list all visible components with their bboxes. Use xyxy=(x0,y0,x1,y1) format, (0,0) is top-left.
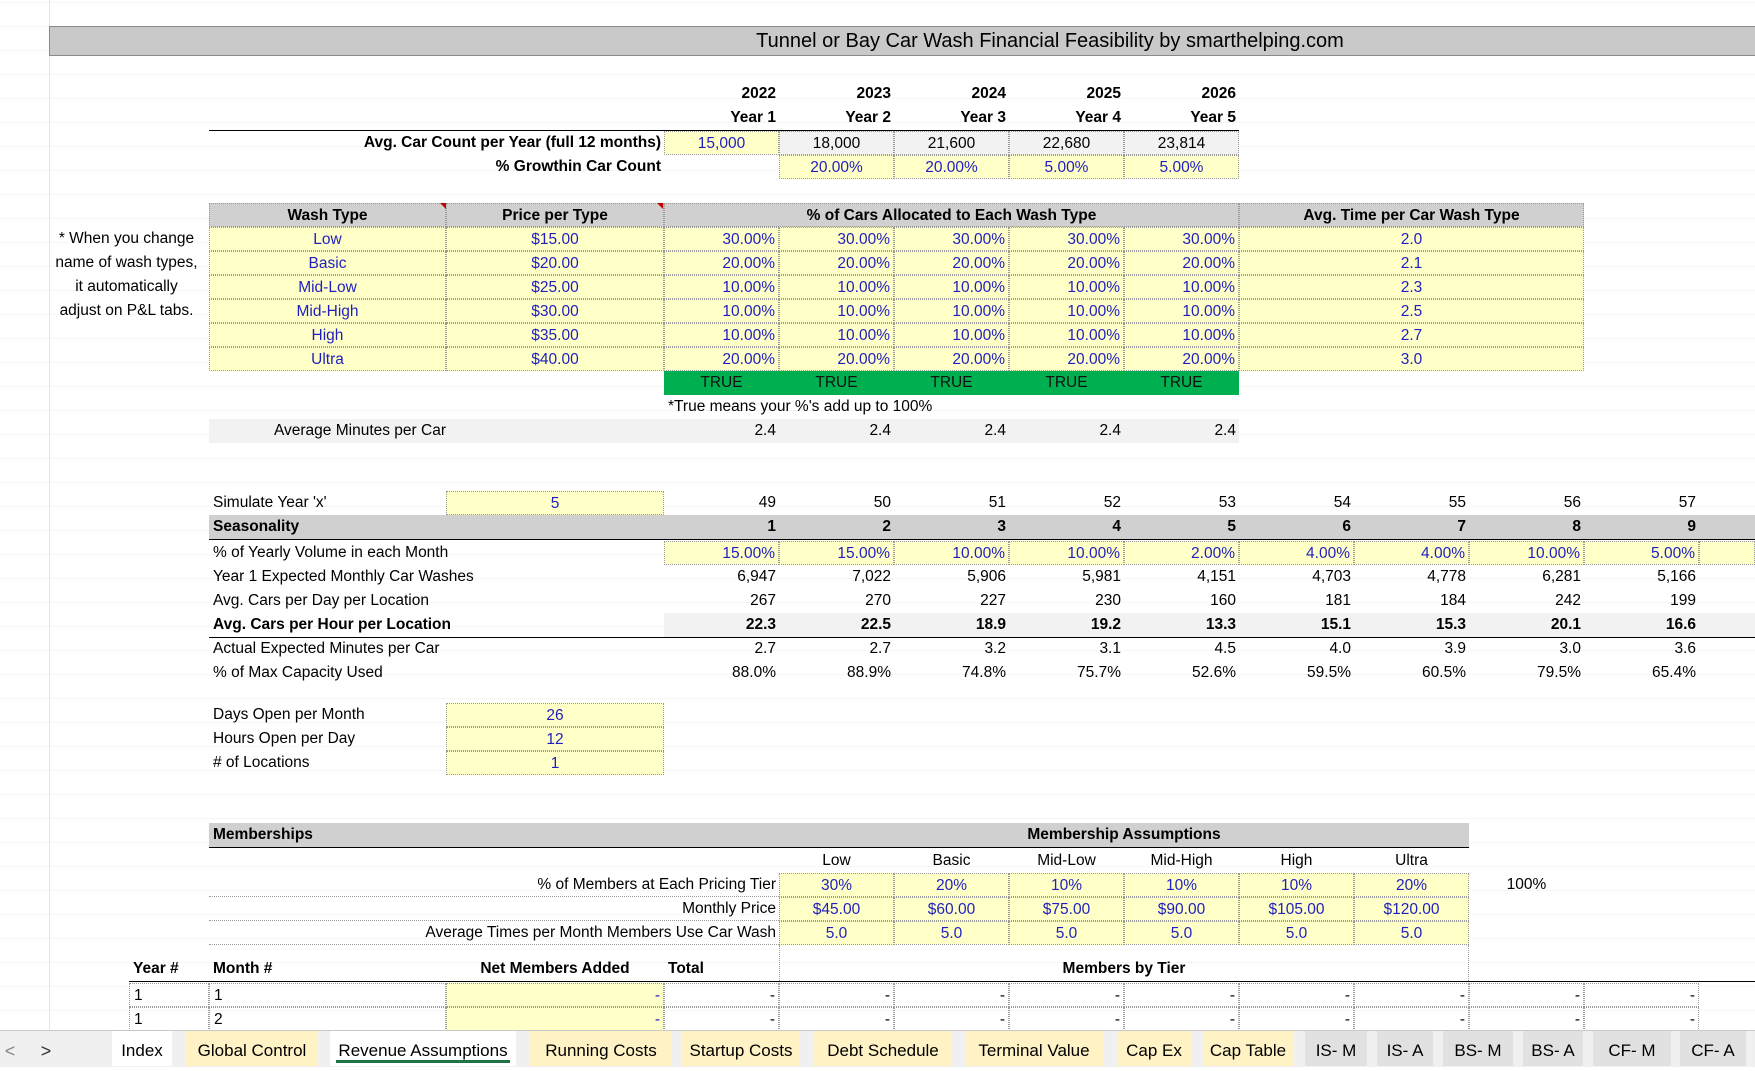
wash-type-price[interactable]: $20.00 xyxy=(446,251,664,275)
wash-type-name[interactable]: High xyxy=(209,323,446,347)
membership-value[interactable]: 5.0 xyxy=(1354,921,1469,945)
tab-next-arrow[interactable]: > xyxy=(40,1041,52,1061)
car-count-value: 23,814 xyxy=(1124,131,1239,155)
wash-type-name[interactable]: Mid-Low xyxy=(209,275,446,299)
member-row-year: 1 xyxy=(129,983,209,1007)
month-number: 6 xyxy=(1342,518,1351,535)
seasonality-value: 4.0 xyxy=(1329,640,1351,657)
member-row-tier: - xyxy=(1124,983,1239,1007)
wash-time[interactable]: 2.7 xyxy=(1239,323,1584,347)
alloc-percent[interactable]: 10.00% xyxy=(894,299,1009,323)
simulate-column-number: 56 xyxy=(1563,494,1581,511)
member-row-tier: - xyxy=(1239,1007,1354,1031)
simulate-column-number: 50 xyxy=(873,494,891,511)
seasonality-value: 4,778 xyxy=(1427,568,1466,585)
seasonality-value: 6,947 xyxy=(737,568,776,585)
seasonality-value: 3.9 xyxy=(1444,640,1466,657)
seasonality-value: 74.8% xyxy=(962,664,1006,681)
seasonality-value: 15.1 xyxy=(1320,616,1351,633)
seasonality-value: 22.3 xyxy=(745,616,776,633)
member-row-tier: - xyxy=(894,983,1009,1007)
year-header: 2024 xyxy=(971,85,1006,102)
sheet-tab[interactable]: Global Control xyxy=(186,1031,318,1066)
membership-value[interactable]: 5.0 xyxy=(1009,921,1124,945)
membership-value[interactable]: 30% xyxy=(779,873,894,897)
seasonality-label: Seasonality xyxy=(213,518,300,535)
seasonality-value: 5,981 xyxy=(1082,568,1121,585)
seasonality-value: 88.9% xyxy=(847,664,891,681)
seasonality-value: 60.5% xyxy=(1422,664,1466,681)
seasonality-value: 16.6 xyxy=(1665,616,1696,633)
avg-minutes-value: 2.4 xyxy=(869,422,891,439)
seasonality-value[interactable]: 10.00% xyxy=(894,541,1009,565)
membership-value[interactable]: 5.0 xyxy=(894,921,1009,945)
member-row-tier: - xyxy=(1354,1007,1469,1031)
membership-value[interactable]: $105.00 xyxy=(1239,897,1354,921)
car-count-value: 22,680 xyxy=(1009,131,1124,155)
membership-row-label: Monthly Price xyxy=(682,900,776,917)
seasonality-row-label: % of Yearly Volume in each Month xyxy=(213,544,449,561)
seasonality-row-label: Avg. Cars per Day per Location xyxy=(213,592,429,609)
wash-type-name[interactable]: Low xyxy=(209,227,446,251)
car-count-value[interactable]: 15,000 xyxy=(664,131,779,155)
wash-time[interactable]: 2.5 xyxy=(1239,299,1584,323)
year-label: Year 3 xyxy=(960,109,1006,126)
seasonality-value: 2.7 xyxy=(869,640,891,657)
member-row-total: - xyxy=(664,1007,779,1031)
member-row-tier: - xyxy=(1009,983,1124,1007)
membership-value[interactable]: 20% xyxy=(894,873,1009,897)
seasonality-value: 3.0 xyxy=(1559,640,1581,657)
year-header: 2025 xyxy=(1086,85,1121,102)
membership-tier-total: 100% xyxy=(1506,876,1547,893)
sheet-tab[interactable]: Debt Schedule xyxy=(814,1031,952,1066)
ops-label: # of Locations xyxy=(213,754,310,771)
membership-value[interactable]: 5.0 xyxy=(779,921,894,945)
sheet-tab[interactable]: BS- M xyxy=(1443,1031,1513,1066)
sheet-tab[interactable]: Running Costs xyxy=(530,1031,672,1066)
time-header: Avg. Time per Car Wash Type xyxy=(1239,203,1584,227)
alloc-percent[interactable]: 30.00% xyxy=(894,227,1009,251)
wash-type-name[interactable]: Ultra xyxy=(209,347,446,371)
seasonality-value: 270 xyxy=(865,592,891,609)
member-row-tier: - xyxy=(779,983,894,1007)
alloc-percent[interactable]: 20.00% xyxy=(894,251,1009,275)
alloc-percent[interactable]: 10.00% xyxy=(664,323,779,347)
net-members-header: Net Members Added xyxy=(480,960,630,977)
alloc-percent[interactable]: 20.00% xyxy=(1124,251,1239,275)
seasonality-value: 52.6% xyxy=(1192,664,1236,681)
alloc-header: % of Cars Allocated to Each Wash Type xyxy=(664,203,1239,227)
side-note-line: it automatically xyxy=(75,278,178,295)
member-row-tier: - xyxy=(1469,983,1584,1007)
member-row-year: 1 xyxy=(129,1007,209,1031)
alloc-percent[interactable]: 10.00% xyxy=(779,275,894,299)
membership-tier-header: High xyxy=(1280,852,1313,869)
ops-label: Hours Open per Day xyxy=(213,730,356,747)
memberships-underline xyxy=(209,847,1469,848)
wash-type-header: Wash Type xyxy=(209,203,446,227)
alloc-percent[interactable]: 10.00% xyxy=(1124,323,1239,347)
membership-value[interactable]: 10% xyxy=(1239,873,1354,897)
alloc-percent[interactable]: 20.00% xyxy=(779,347,894,371)
wash-time[interactable]: 3.0 xyxy=(1239,347,1584,371)
seasonality-value: 15.3 xyxy=(1435,616,1466,633)
member-row-tier: - xyxy=(1009,1007,1124,1031)
wash-type-price[interactable]: $30.00 xyxy=(446,299,664,323)
membership-row-label: Average Times per Month Members Use Car Wash xyxy=(425,924,776,941)
simulate-column-number: 53 xyxy=(1218,494,1236,511)
membership-value[interactable]: $90.00 xyxy=(1124,897,1239,921)
month-number: 7 xyxy=(1457,518,1466,535)
alloc-percent[interactable]: 10.00% xyxy=(1009,323,1124,347)
ops-input[interactable]: 26 xyxy=(446,703,664,727)
sheet-tab[interactable]: CF- M xyxy=(1593,1031,1671,1066)
alloc-percent[interactable]: 10.00% xyxy=(894,275,1009,299)
wash-time[interactable]: 2.1 xyxy=(1239,251,1584,275)
seasonality-value: 88.0% xyxy=(732,664,776,681)
alloc-percent[interactable]: 20.00% xyxy=(894,347,1009,371)
avg-minutes-value: 2.4 xyxy=(754,422,776,439)
seasonality-value: 75.7% xyxy=(1077,664,1121,681)
growth-value[interactable]: 5.00% xyxy=(1124,155,1239,179)
simulate-column-number: 49 xyxy=(758,494,776,511)
alloc-percent[interactable]: 10.00% xyxy=(779,323,894,347)
seasonality-value: 3.6 xyxy=(1674,640,1696,657)
wash-type-price[interactable]: $25.00 xyxy=(446,275,664,299)
seasonality-value: 18.9 xyxy=(975,616,1006,633)
seasonality-value[interactable]: 15.00% xyxy=(664,541,779,565)
sheet-tab[interactable]: Revenue Assumptions xyxy=(330,1031,516,1066)
sheet-tab[interactable]: Index xyxy=(112,1031,172,1066)
membership-value[interactable]: 10% xyxy=(1124,873,1239,897)
check-note: *True means your %'s add up to 100% xyxy=(668,398,933,415)
growth-value[interactable]: 5.00% xyxy=(1009,155,1124,179)
alloc-percent[interactable]: 30.00% xyxy=(1009,227,1124,251)
alloc-percent[interactable]: 30.00% xyxy=(779,227,894,251)
avg-minutes-value: 2.4 xyxy=(1099,422,1121,439)
year-header: 2026 xyxy=(1201,85,1236,102)
member-row-tier: - xyxy=(1584,983,1699,1007)
member-row-tier: - xyxy=(1584,1007,1699,1031)
ops-input[interactable]: 12 xyxy=(446,727,664,751)
seasonality-value: 242 xyxy=(1555,592,1581,609)
seasonality-value: 227 xyxy=(980,592,1006,609)
seasonality-row-label: Actual Expected Minutes per Car xyxy=(213,640,440,657)
simulate-column-number: 57 xyxy=(1678,494,1696,511)
seasonality-underline xyxy=(209,539,1755,540)
alloc-percent[interactable]: 20.00% xyxy=(1009,251,1124,275)
month-col-header: Month # xyxy=(213,960,273,977)
sheet-tab[interactable]: Cap Table xyxy=(1203,1031,1293,1066)
year-label: Year 5 xyxy=(1190,109,1236,126)
ops-label: Days Open per Month xyxy=(213,706,365,723)
seasonality-value: 267 xyxy=(750,592,776,609)
members-table-underline xyxy=(129,981,1755,982)
seasonality-value: 59.5% xyxy=(1307,664,1351,681)
alloc-percent[interactable]: 10.00% xyxy=(779,299,894,323)
member-row-net[interactable]: - xyxy=(446,983,664,1007)
membership-tier-header: Ultra xyxy=(1395,852,1428,869)
seasonality-value: 6,281 xyxy=(1542,568,1581,585)
year-label: Year 4 xyxy=(1075,109,1121,126)
alloc-percent[interactable]: 20.00% xyxy=(779,251,894,275)
month-number: 2 xyxy=(882,518,891,535)
membership-tier-header: Mid-Low xyxy=(1037,852,1096,869)
tab-prev-arrow[interactable]: < xyxy=(4,1041,16,1061)
seasonality-row-label: Year 1 Expected Monthly Car Washes xyxy=(213,568,474,585)
membership-value[interactable]: 5.0 xyxy=(1124,921,1239,945)
membership-assumptions-label: Membership Assumptions xyxy=(1027,826,1221,843)
member-row-tier: - xyxy=(1354,983,1469,1007)
alloc-percent[interactable]: 20.00% xyxy=(1124,347,1239,371)
page-title: Tunnel or Bay Car Wash Financial Feasibility by smarthelping.com xyxy=(756,30,1344,52)
allocation-check: TRUE xyxy=(894,371,1009,395)
sheet-tab[interactable]: CF- A xyxy=(1680,1031,1746,1066)
simulate-column-number: 51 xyxy=(988,494,1006,511)
growth-value[interactable]: 20.00% xyxy=(779,155,894,179)
alloc-percent[interactable]: 30.00% xyxy=(1124,227,1239,251)
seasonality-value[interactable]: 2.00% xyxy=(1124,541,1239,565)
month-number: 3 xyxy=(997,518,1006,535)
sheet-tab-bar xyxy=(0,1030,1755,1067)
seasonality-value: 7,022 xyxy=(852,568,891,585)
comment-marker-icon[interactable] xyxy=(440,203,446,209)
month-number: 1 xyxy=(767,518,776,535)
seasonality-value[interactable]: 4.00% xyxy=(1354,541,1469,565)
alloc-percent[interactable]: 20.00% xyxy=(664,347,779,371)
seasonality-value: 4,151 xyxy=(1197,568,1236,585)
seasonality-value: 65.4% xyxy=(1652,664,1696,681)
member-row-month: 2 xyxy=(209,1007,446,1031)
ops-input[interactable]: 1 xyxy=(446,751,664,775)
price-header: Price per Type xyxy=(446,203,664,227)
member-row-tier: - xyxy=(1124,1007,1239,1031)
avg-minutes-label: Average Minutes per Car xyxy=(273,422,446,439)
membership-value[interactable]: $75.00 xyxy=(1009,897,1124,921)
year-label: Year 2 xyxy=(845,109,891,126)
members-tier-border xyxy=(779,945,1469,981)
member-row-month: 1 xyxy=(209,983,446,1007)
side-note-line: * When you change xyxy=(58,230,195,247)
car-count-value: 18,000 xyxy=(779,131,894,155)
year-header: 2023 xyxy=(856,85,891,102)
wash-type-price[interactable]: $15.00 xyxy=(446,227,664,251)
sheet-tab[interactable]: Startup Costs xyxy=(682,1031,800,1066)
seasonality-value[interactable]: 4.00% xyxy=(1239,541,1354,565)
wash-type-name[interactable]: Mid-High xyxy=(209,299,446,323)
member-row-tier: - xyxy=(1469,1007,1584,1031)
membership-row-label: % of Members at Each Pricing Tier xyxy=(537,876,776,893)
membership-value[interactable]: $45.00 xyxy=(779,897,894,921)
seasonality-value: 79.5% xyxy=(1537,664,1581,681)
seasonality-value: 160 xyxy=(1210,592,1236,609)
wash-type-name[interactable]: Basic xyxy=(209,251,446,275)
allocation-check: TRUE xyxy=(1124,371,1239,395)
simulate-column-number: 55 xyxy=(1448,494,1466,511)
sheet-tab[interactable]: IS- A xyxy=(1377,1031,1433,1066)
membership-tier-header: Mid-High xyxy=(1150,852,1213,869)
alloc-percent[interactable]: 10.00% xyxy=(1124,299,1239,323)
membership-tier-header: Basic xyxy=(932,852,971,869)
seasonality-value: 230 xyxy=(1095,592,1121,609)
seasonality-value: 5,166 xyxy=(1657,568,1696,585)
membership-value[interactable]: 5.0 xyxy=(1239,921,1354,945)
side-note-line: name of wash types, xyxy=(55,254,198,271)
simulate-column-number: 52 xyxy=(1103,494,1121,511)
membership-value[interactable]: 20% xyxy=(1354,873,1469,897)
allocation-check: TRUE xyxy=(664,371,779,395)
comment-marker-icon[interactable] xyxy=(657,203,663,209)
seasonality-row-label: Avg. Cars per Hour per Location xyxy=(213,616,451,633)
seasonality-value: 4,703 xyxy=(1312,568,1351,585)
seasonality-value: 199 xyxy=(1670,592,1696,609)
seasonality-value: 22.5 xyxy=(860,616,891,633)
car-count-value: 21,600 xyxy=(894,131,1009,155)
sheet-tab[interactable]: Terminal Value xyxy=(965,1031,1103,1066)
total-header: Total xyxy=(668,960,704,977)
dotted-row-rule xyxy=(209,944,779,945)
seasonality-value: 19.2 xyxy=(1090,616,1121,633)
alloc-percent[interactable]: 10.00% xyxy=(1124,275,1239,299)
month-number: 9 xyxy=(1687,518,1696,535)
alloc-percent[interactable]: 20.00% xyxy=(664,251,779,275)
allocation-check: TRUE xyxy=(779,371,894,395)
seasonality-value: 181 xyxy=(1325,592,1351,609)
alloc-percent[interactable]: 10.00% xyxy=(664,299,779,323)
seasonality-value[interactable]: 5.00% xyxy=(1584,541,1699,565)
member-row-tier: - xyxy=(894,1007,1009,1031)
month-number: 5 xyxy=(1227,518,1236,535)
membership-value[interactable]: $120.00 xyxy=(1354,897,1469,921)
seasonality-value: 3.2 xyxy=(984,640,1006,657)
member-row-total: - xyxy=(664,983,779,1007)
member-row-tier: - xyxy=(1239,983,1354,1007)
seasonality-value: 5,906 xyxy=(967,568,1006,585)
allocation-check: TRUE xyxy=(1009,371,1124,395)
membership-tier-header: Low xyxy=(822,852,851,869)
seasonality-value: 20.1 xyxy=(1550,616,1581,633)
avg-minutes-value: 2.4 xyxy=(1214,422,1236,439)
seasonality-value: 13.3 xyxy=(1205,616,1236,633)
month-number: 8 xyxy=(1572,518,1581,535)
side-note-line: adjust on P&L tabs. xyxy=(59,302,194,319)
member-row-tier: - xyxy=(779,1007,894,1031)
seasonality-row-label: % of Max Capacity Used xyxy=(213,664,383,681)
seasonality-value[interactable]: 10.00% xyxy=(1469,541,1584,565)
growth-value[interactable]: 20.00% xyxy=(894,155,1009,179)
members-by-tier-header: Members by Tier xyxy=(1062,960,1186,977)
seasonality-value: 2.7 xyxy=(754,640,776,657)
membership-value[interactable]: 10% xyxy=(1009,873,1124,897)
simulate-input[interactable]: 5 xyxy=(446,491,664,515)
seasonality-value: 3.1 xyxy=(1099,640,1121,657)
memberships-label: Memberships xyxy=(213,826,313,843)
wash-time[interactable]: 2.3 xyxy=(1239,275,1584,299)
sheet-tab[interactable]: Cap Ex xyxy=(1117,1031,1191,1066)
car-count-label: Avg. Car Count per Year (full 12 months) xyxy=(363,134,661,151)
year-header: 2022 xyxy=(741,85,776,102)
year-col-header: Year # xyxy=(133,960,179,977)
wash-type-price[interactable]: $35.00 xyxy=(446,323,664,347)
avg-minutes-value: 2.4 xyxy=(984,422,1006,439)
seasonality-value: 184 xyxy=(1440,592,1466,609)
seasonality-input-overflow[interactable] xyxy=(1699,541,1755,565)
membership-value[interactable]: $60.00 xyxy=(894,897,1009,921)
seasonality-value[interactable]: 10.00% xyxy=(1009,541,1124,565)
alloc-percent[interactable]: 20.00% xyxy=(1009,347,1124,371)
alloc-percent[interactable]: 30.00% xyxy=(664,227,779,251)
member-row-net[interactable]: - xyxy=(446,1007,664,1031)
month-number: 4 xyxy=(1112,518,1121,535)
sheet-tab[interactable]: IS- M xyxy=(1305,1031,1367,1066)
alloc-percent[interactable]: 10.00% xyxy=(1009,275,1124,299)
growth-label: % Growthin Car Count xyxy=(495,158,661,175)
seasonality-value[interactable]: 15.00% xyxy=(779,541,894,565)
alloc-percent[interactable]: 10.00% xyxy=(664,275,779,299)
wash-type-price[interactable]: $40.00 xyxy=(446,347,664,371)
simulate-label: Simulate Year 'x' xyxy=(213,494,327,511)
alloc-percent[interactable]: 10.00% xyxy=(1009,299,1124,323)
seasonality-value: 4.5 xyxy=(1214,640,1236,657)
wash-time[interactable]: 2.0 xyxy=(1239,227,1584,251)
alloc-percent[interactable]: 10.00% xyxy=(894,323,1009,347)
simulate-column-number: 54 xyxy=(1333,494,1351,511)
sheet-tab[interactable]: BS- A xyxy=(1523,1031,1583,1066)
year-label: Year 1 xyxy=(730,109,776,126)
